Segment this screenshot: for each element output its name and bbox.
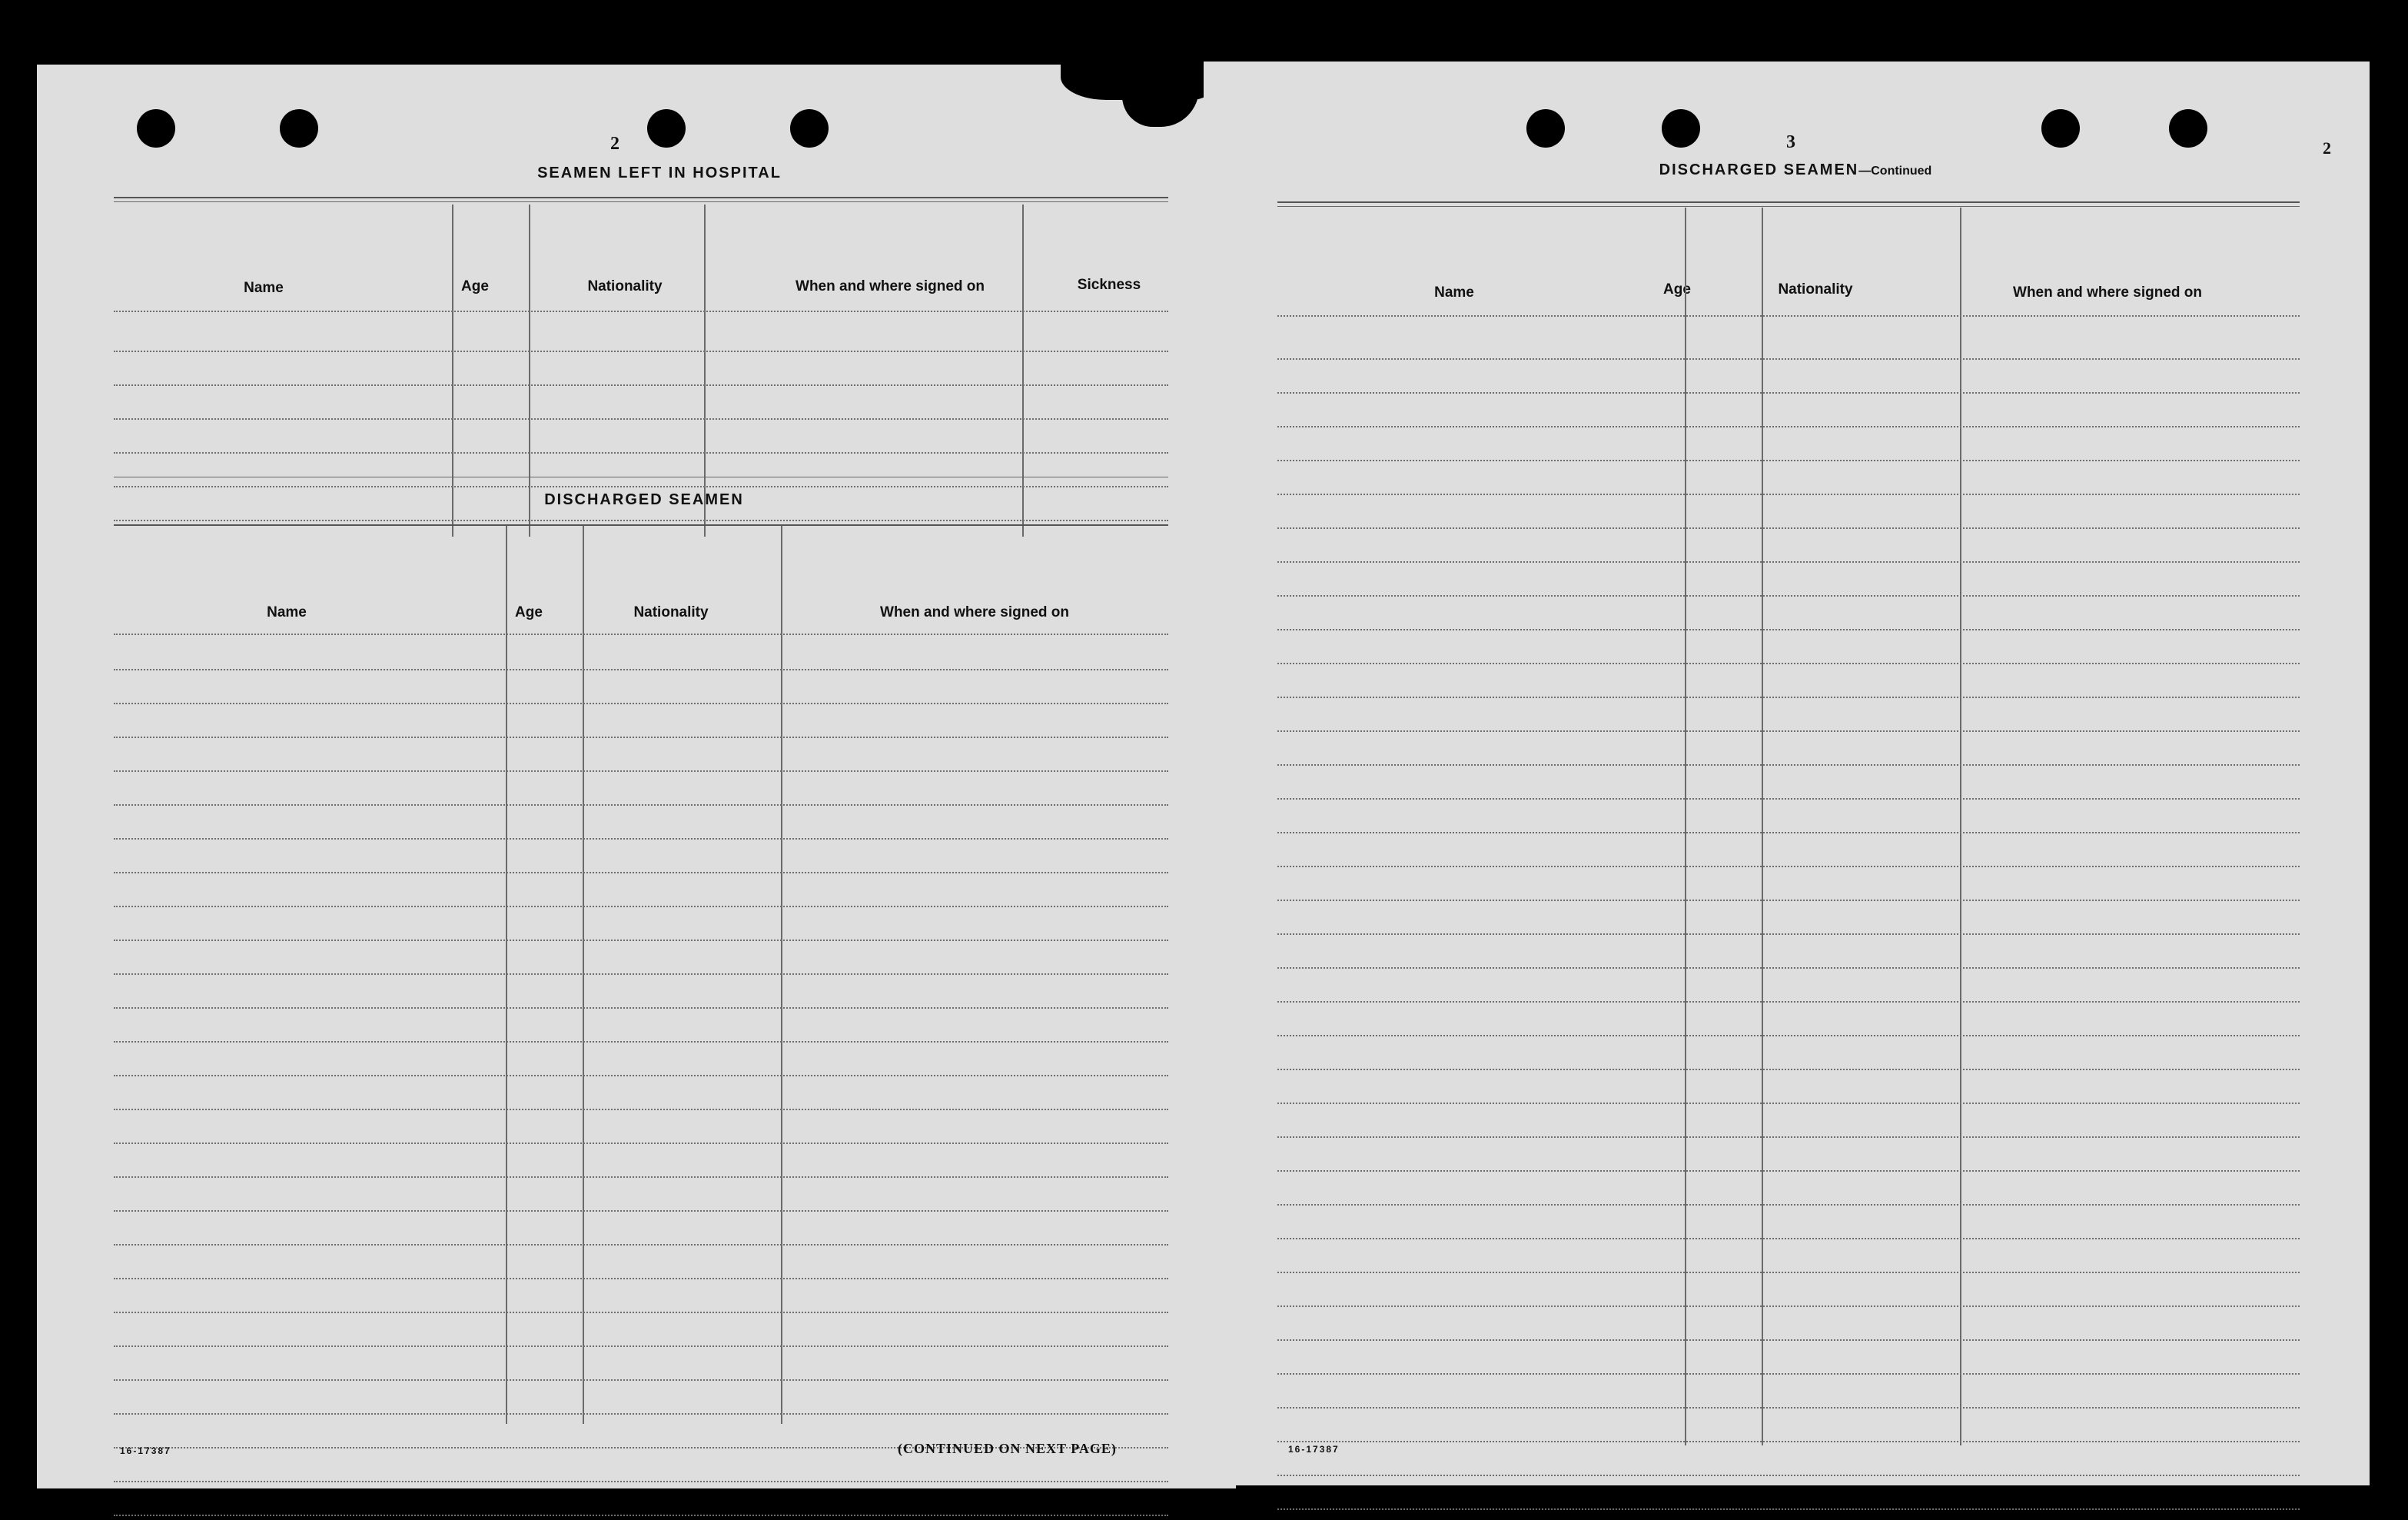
- table-row: [1277, 832, 2300, 833]
- table-row: [114, 838, 1168, 840]
- table-row: [114, 770, 1168, 772]
- table-row: [1277, 1001, 2300, 1003]
- table-row: [1277, 1508, 2300, 1510]
- column-divider: [781, 526, 782, 1424]
- punch-hole: [790, 109, 829, 148]
- title-sub: —Continued: [1858, 165, 1932, 178]
- page-number: 3: [1786, 132, 1795, 152]
- table-row: [114, 804, 1168, 806]
- column-divider: [506, 526, 507, 1424]
- discharged-continued-table: [1277, 208, 2300, 1453]
- table-row: [1277, 1170, 2300, 1172]
- table-row: [1277, 426, 2300, 427]
- table-row: [1277, 1305, 2300, 1307]
- table-row: [114, 906, 1168, 907]
- table-row: [114, 1041, 1168, 1043]
- hospital-section-title: SEAMEN LEFT IN HOSPITAL: [537, 165, 782, 181]
- table-row: [114, 1210, 1168, 1212]
- table-row: [114, 1007, 1168, 1009]
- column-header-age: Age: [461, 278, 489, 294]
- form-number: 16-17387: [1288, 1444, 1340, 1455]
- table-row: [114, 973, 1168, 975]
- table-row: [114, 1176, 1168, 1178]
- table-row: [1277, 967, 2300, 969]
- table-row: [114, 486, 1168, 487]
- table-row: [1277, 1441, 2300, 1442]
- page-number: 2: [610, 134, 619, 154]
- table-row: [1277, 1475, 2300, 1476]
- section-rule: [1277, 206, 2300, 207]
- table-row: [1277, 595, 2300, 597]
- punch-hole: [2041, 109, 2080, 148]
- table-row: [114, 1379, 1168, 1381]
- column-header-age: Age: [515, 604, 543, 620]
- punch-hole: [280, 109, 318, 148]
- table-row: [114, 1278, 1168, 1279]
- table-row: [114, 1244, 1168, 1246]
- table-row: [1277, 1204, 2300, 1206]
- table-row: [114, 452, 1168, 454]
- table-row: [114, 1481, 1168, 1482]
- table-row: [1277, 1136, 2300, 1138]
- column-header-name: Name: [267, 604, 307, 620]
- table-row: [114, 1075, 1168, 1076]
- table-row: [1277, 1373, 2300, 1375]
- table-row: [114, 1413, 1168, 1415]
- table-row: [1277, 1103, 2300, 1104]
- corner-mark: 2: [2323, 138, 2331, 158]
- table-row: [114, 1345, 1168, 1347]
- table-row: [1277, 629, 2300, 630]
- header-underline: [1277, 315, 2300, 317]
- column-header-name: Name: [1434, 284, 1474, 301]
- table-row: [1277, 900, 2300, 901]
- continued-note: (CONTINUED ON NEXT PAGE): [898, 1441, 1117, 1456]
- table-row: [1277, 866, 2300, 867]
- section-rule: [114, 201, 1168, 202]
- discharged-continued-title: [1634, 161, 1957, 179]
- column-header-nationality: Nationality: [587, 278, 663, 294]
- left-page: [37, 65, 1236, 1488]
- punch-hole: [1662, 109, 1700, 148]
- table-row: [1277, 933, 2300, 935]
- table-row: [114, 520, 1168, 521]
- column-header-nationality: Nationality: [1778, 281, 1853, 298]
- table-row: [1277, 392, 2300, 394]
- table-row: [114, 1515, 1168, 1516]
- table-row: [1277, 663, 2300, 664]
- table-row: [114, 418, 1168, 420]
- table-row: [114, 940, 1168, 941]
- table-row: [1277, 1407, 2300, 1409]
- column-header-age: Age: [1663, 281, 1691, 298]
- punch-hole: [1526, 109, 1565, 148]
- table-row: [1277, 460, 2300, 461]
- table-row: [1277, 798, 2300, 800]
- table-row: [1277, 561, 2300, 563]
- column-header-name: Name: [244, 280, 284, 296]
- table-row: [114, 351, 1168, 352]
- table-row: [114, 384, 1168, 386]
- table-row: [1277, 527, 2300, 529]
- discharged-table: [114, 526, 1168, 1425]
- title-main: DISCHARGED SEAMEN: [1659, 161, 1859, 178]
- section-rule: [114, 197, 1168, 198]
- punch-hole: [137, 109, 175, 148]
- header-underline: [114, 311, 1168, 312]
- table-row: [1277, 1069, 2300, 1070]
- section-rule: [1277, 201, 2300, 203]
- discharged-section-title: DISCHARGED SEAMEN: [544, 491, 744, 508]
- column-header-sickness: Sickness: [1077, 277, 1141, 293]
- table-row: [114, 1312, 1168, 1313]
- table-row: [1277, 494, 2300, 495]
- column-divider: [583, 526, 584, 1424]
- table-row: [1277, 697, 2300, 698]
- table-row: [114, 737, 1168, 738]
- column-header-signed-on: When and where signed on: [2013, 284, 2202, 301]
- punch-hole: [647, 109, 686, 148]
- punch-hole: [2169, 109, 2207, 148]
- table-row: [1277, 1272, 2300, 1273]
- table-row: [1277, 1035, 2300, 1036]
- header-underline: [114, 634, 1168, 635]
- form-number: 16-17387: [120, 1445, 171, 1456]
- table-row: [114, 1109, 1168, 1110]
- column-header-signed-on: When and where signed on: [795, 278, 985, 294]
- table-row: [1277, 1238, 2300, 1239]
- table-row: [1277, 1339, 2300, 1341]
- table-row: [114, 1142, 1168, 1144]
- right-page: [1204, 62, 2370, 1485]
- table-row: [114, 703, 1168, 704]
- table-row: [1277, 730, 2300, 732]
- table-row: [114, 872, 1168, 873]
- table-row: [1277, 358, 2300, 360]
- column-header-signed-on: When and where signed on: [880, 604, 1069, 620]
- column-header-nationality: Nationality: [633, 604, 709, 620]
- table-row: [1277, 764, 2300, 766]
- table-row: [114, 669, 1168, 670]
